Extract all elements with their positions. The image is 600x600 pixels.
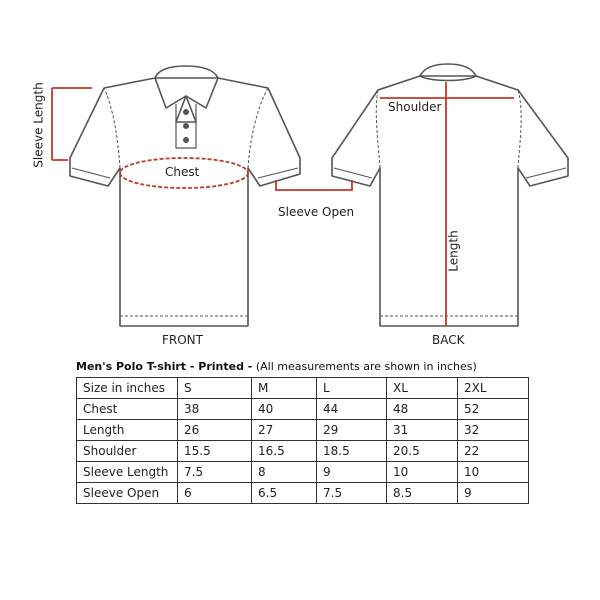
table-cell: 48 xyxy=(387,399,458,420)
table-cell: 9 xyxy=(458,483,529,504)
table-cell: 15.5 xyxy=(178,441,252,462)
table-cell: 52 xyxy=(458,399,529,420)
table-cell: 40 xyxy=(252,399,317,420)
table-cell: 22 xyxy=(458,441,529,462)
table-cell: 10 xyxy=(458,462,529,483)
table-cell: 7.5 xyxy=(317,483,387,504)
table-row xyxy=(77,420,529,441)
label-sleeve-length: Sleeve Length xyxy=(31,82,46,168)
table-cell: 6.5 xyxy=(252,483,317,504)
table-cell: Sleeve Open xyxy=(77,483,178,504)
table-cell: 18.5 xyxy=(317,441,387,462)
back-shirt xyxy=(332,64,568,326)
table-cell: 10 xyxy=(387,462,458,483)
table-cell: 20.5 xyxy=(387,441,458,462)
table-cell: 27 xyxy=(252,420,317,441)
table-cell: 8.5 xyxy=(387,483,458,504)
header-cell: XL xyxy=(387,378,458,399)
table-cell: 26 xyxy=(178,420,252,441)
label-shoulder: Shoulder xyxy=(388,100,442,114)
table-cell: Shoulder xyxy=(77,441,178,462)
table-cell: 7.5 xyxy=(178,462,252,483)
table-cell: 29 xyxy=(317,420,387,441)
table-cell: 31 xyxy=(387,420,458,441)
label-length: Length xyxy=(446,230,461,272)
table-cell: 16.5 xyxy=(252,441,317,462)
size-chart-title xyxy=(76,360,477,373)
front-shirt xyxy=(70,66,300,326)
front-caption: FRONT xyxy=(162,333,203,347)
table-cell: Chest xyxy=(77,399,178,420)
table-cell: Length xyxy=(77,420,178,441)
size-chart-table xyxy=(76,377,529,504)
table-cell: 8 xyxy=(252,462,317,483)
table-cell: Sleeve Length xyxy=(77,462,178,483)
header-cell: L xyxy=(317,378,387,399)
header-cell: M xyxy=(252,378,317,399)
label-chest: Chest xyxy=(165,165,200,179)
measure-lines xyxy=(52,82,514,326)
size-chart-title-note: (All measurements are shown in inches) xyxy=(252,360,477,373)
size-chart-title-bold: Men's Polo T-shirt - Printed - xyxy=(76,360,253,373)
back-caption: BACK xyxy=(432,333,465,347)
table-cell: 32 xyxy=(458,420,529,441)
header-cell: 2XL xyxy=(458,378,529,399)
sleeve-open-line xyxy=(276,180,352,190)
header-cell: Size in inches xyxy=(77,378,178,399)
table-cell: 44 xyxy=(317,399,387,420)
table-row xyxy=(77,399,529,420)
table-row xyxy=(77,441,529,462)
table-row xyxy=(77,483,529,504)
label-sleeve-open: Sleeve Open xyxy=(278,205,355,219)
table-cell: 38 xyxy=(178,399,252,420)
table-cell: 9 xyxy=(317,462,387,483)
header-cell: S xyxy=(178,378,252,399)
table-header-row xyxy=(77,378,529,399)
table-cell: 6 xyxy=(178,483,252,504)
table-row xyxy=(77,462,529,483)
